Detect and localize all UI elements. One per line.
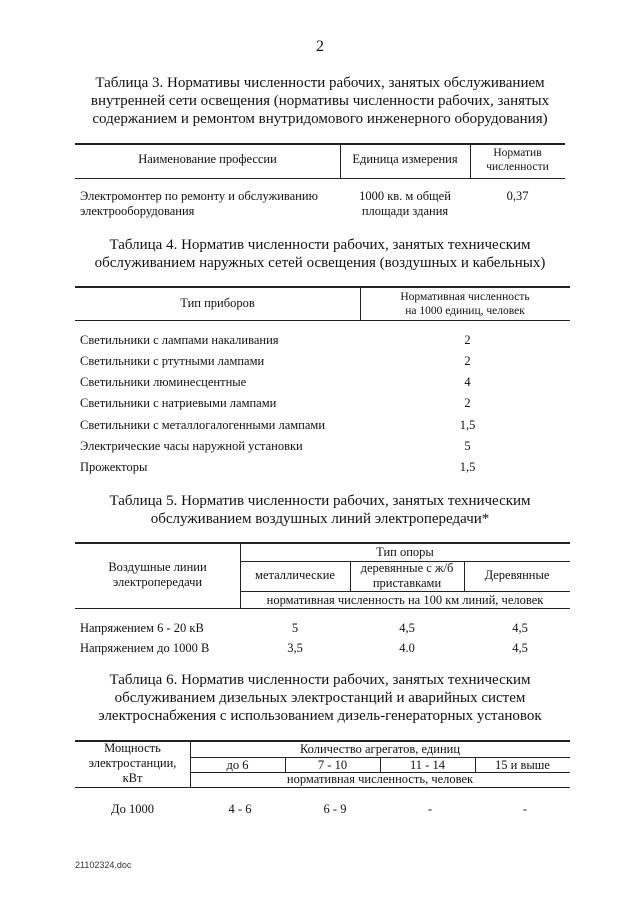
table5-unit-rule bbox=[240, 591, 570, 592]
table6-sub: 7 - 10 bbox=[317, 758, 348, 772]
table6-header-power bbox=[75, 741, 190, 786]
table3-header-norm bbox=[470, 146, 565, 174]
cell-line: 1000 кв. м общей bbox=[359, 189, 451, 203]
table4-row-name: Электрические часы наружной установки bbox=[80, 439, 303, 453]
title-line: Таблица 5. Норматив численности рабочих, занятых техническим bbox=[109, 493, 531, 509]
table5-sub-metal: металлические bbox=[255, 568, 335, 582]
table6-sub: 11 - 14 bbox=[410, 758, 445, 772]
table6-title bbox=[40, 671, 600, 725]
table4-row-value: 4 bbox=[464, 375, 471, 389]
table5-top-rule bbox=[75, 542, 570, 544]
title-line: обслуживанием воздушных линий электропередачи* bbox=[150, 511, 490, 527]
header-line: электропередачи bbox=[112, 575, 203, 589]
table4-row-name: Светильники с лампами накаливания bbox=[80, 333, 279, 347]
cell-line: электрооборудования bbox=[80, 204, 195, 218]
table4-row-value: 2 bbox=[464, 354, 471, 368]
table6-row-value: 6 - 9 bbox=[323, 802, 347, 816]
table4-row-value: 2 bbox=[464, 333, 471, 347]
table5-header-lines bbox=[75, 560, 240, 590]
table3-header-profession: Наименование профессии bbox=[138, 152, 277, 166]
table4-row-value: 2 bbox=[464, 396, 471, 410]
title-line: электроснабжения с использованием дизель-генераторных установок bbox=[98, 708, 542, 724]
footer-filename: 21102324.doc bbox=[75, 860, 132, 870]
title-line: обслуживанием дизельных электростанций и аварийных систем bbox=[114, 690, 526, 706]
table5-header-rule bbox=[75, 608, 570, 609]
header-line: Нормативная численность bbox=[400, 291, 530, 303]
table6-row-name: До 1000 bbox=[111, 802, 154, 816]
table4-row-value: 1,5 bbox=[459, 418, 476, 432]
header-line: Норматив bbox=[493, 147, 542, 159]
table4-row-name: Светильники с натриевыми лампами bbox=[80, 396, 277, 410]
table5-row-value: 4.0 bbox=[399, 641, 415, 655]
table6-row-value: - bbox=[522, 802, 528, 816]
table5-unit-row: нормативная численность на 100 км линий, человек bbox=[266, 593, 544, 607]
table3-header-unit: Единица измерения bbox=[352, 152, 458, 166]
header-line: Мощность bbox=[104, 741, 161, 755]
table5-row-value: 3,5 bbox=[287, 641, 303, 655]
table6-row-value: 4 - 6 bbox=[228, 802, 252, 816]
cell-line: Электромонтер по ремонту и обслуживанию bbox=[80, 189, 318, 203]
table6-header-rule bbox=[75, 787, 570, 788]
table6-row-value: - bbox=[427, 802, 433, 816]
table4-row-value: 5 bbox=[464, 439, 471, 453]
title-line: Таблица 3. Нормативы численности рабочих, занятых обслуживанием bbox=[95, 75, 545, 91]
table4-row-value: 1,5 bbox=[459, 460, 476, 474]
header-line: Воздушные линии bbox=[108, 560, 207, 574]
table6-sub: до 6 bbox=[226, 758, 249, 772]
table5-header-support-type: Тип опоры bbox=[376, 545, 434, 559]
table5-row-name: Напряжением 6 - 20 кВ bbox=[80, 621, 204, 635]
header-line: электростанции, bbox=[88, 756, 177, 770]
table4-row-name: Прожекторы bbox=[80, 460, 148, 474]
table5-title bbox=[40, 492, 600, 528]
title-line: Таблица 4. Норматив численности рабочих, занятых техническим bbox=[109, 237, 531, 253]
table4-header-norm bbox=[360, 290, 570, 318]
table6-unit-row: нормативная численность, человек bbox=[286, 772, 474, 786]
table5-sub-wood-concrete bbox=[350, 561, 464, 591]
page-number: 2 bbox=[316, 38, 324, 55]
table4-header-type: Тип приборов bbox=[180, 296, 255, 310]
header-line: кВт bbox=[122, 771, 143, 785]
table3-top-rule bbox=[75, 143, 565, 145]
table6-sub: 15 и выше bbox=[495, 758, 550, 772]
table6-header-units-count: Количество агрегатов, единиц bbox=[299, 742, 461, 756]
title-line: содержанием и ремонтом внутридомового инженерного оборудования) bbox=[92, 111, 548, 127]
title-line: обслуживанием наружных сетей освещения (воздушных и кабельных) bbox=[94, 255, 546, 271]
title-line: внутренней сети освещения (нормативы численности рабочих, занятых bbox=[90, 93, 550, 109]
table5-row-name: Напряжением до 1000 В bbox=[80, 641, 210, 655]
table4-title bbox=[40, 236, 600, 272]
table4-row-name: Светильники с ртутными лампами bbox=[80, 354, 265, 368]
table4-row-name: Светильники люминесцентные bbox=[80, 375, 247, 389]
title-line: Таблица 6. Норматив численности рабочих, занятых техническим bbox=[109, 672, 531, 688]
table4-top-rule bbox=[75, 286, 570, 288]
table3-row-name bbox=[80, 189, 340, 219]
table4-header-rule bbox=[75, 320, 570, 321]
table4-row-name: Светильники с металлогалогенными лампами bbox=[80, 418, 326, 432]
header-line: численности bbox=[486, 161, 549, 173]
table5-row-value: 4,5 bbox=[399, 621, 415, 635]
table3-row-unit bbox=[340, 189, 470, 219]
table5-row-value: 4,5 bbox=[512, 641, 528, 655]
cell-line: площади здания bbox=[361, 204, 449, 218]
table5-row-value: 5 bbox=[291, 621, 299, 635]
header-line: на 1000 единиц, человек bbox=[405, 305, 525, 317]
table3-row-value: 0,37 bbox=[506, 189, 529, 203]
header-line: приставками bbox=[372, 576, 442, 590]
table3-header-rule bbox=[75, 178, 565, 179]
table3-title bbox=[40, 74, 600, 128]
table5-sub-wood: Деревянные bbox=[484, 568, 550, 582]
table5-row-value: 4,5 bbox=[512, 621, 528, 635]
header-line: деревянные с ж/б bbox=[360, 561, 454, 575]
